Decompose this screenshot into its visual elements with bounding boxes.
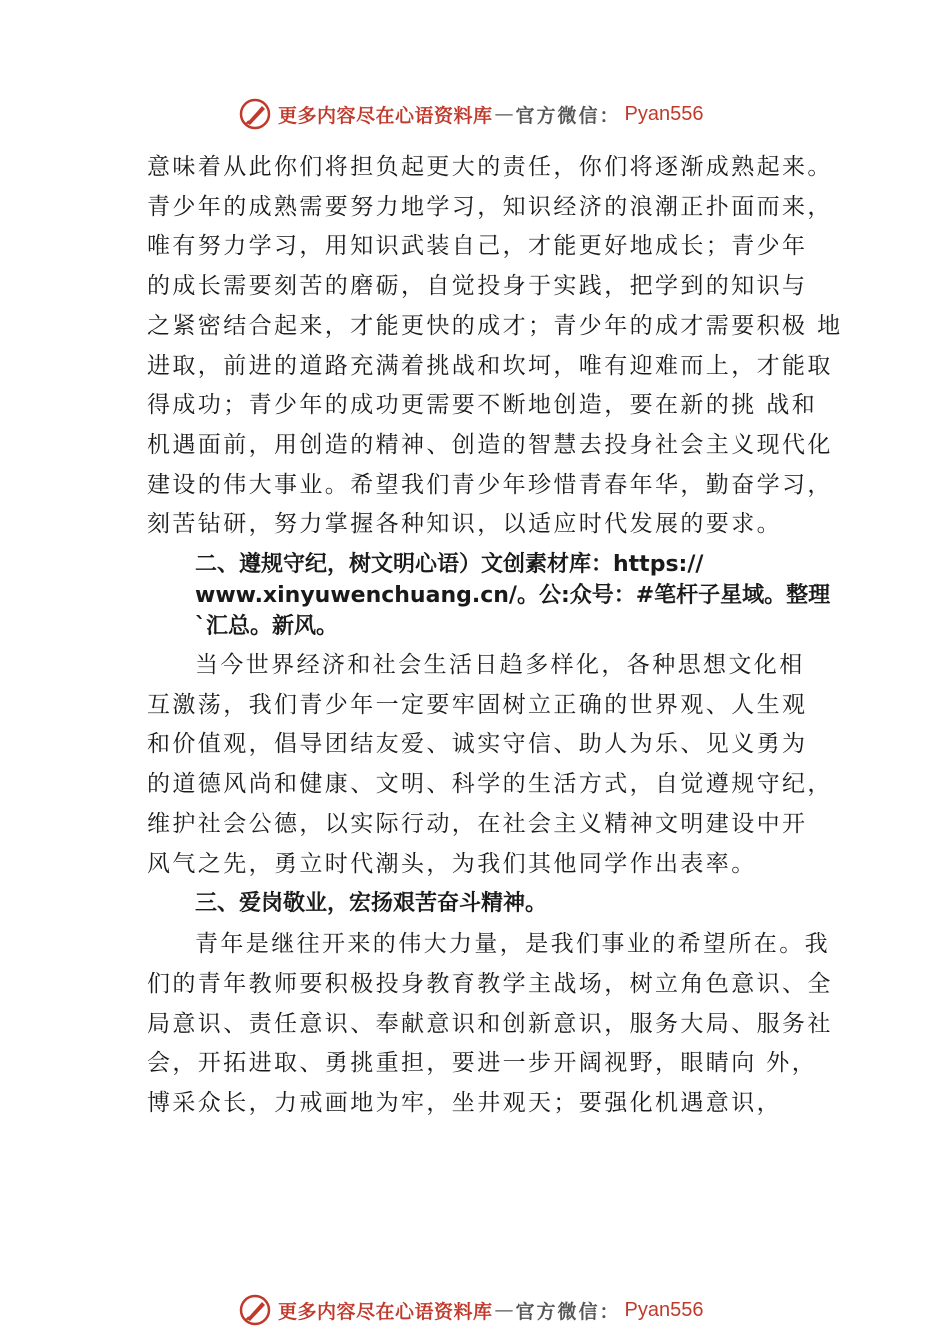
document-body [147,148,847,1124]
footer-banner [238,1292,738,1328]
quill-logo-icon [238,97,272,131]
section-heading-2: 二、遵规守纪，树文明心语）文创素材库：https:// www.xinyuwenchuang.cn/。公:众号：#笔杆子星域。整理 `汇总。新风。 [195,552,831,640]
banner-separator: — [494,103,514,125]
banner-wechat-label: 官方微信： [515,1300,621,1323]
banner-wechat-id: Pyan556 [624,102,704,125]
paragraph-3: 青年是继往开来的伟大力量，是我们事业的希望所在。我 们的青年教师要积极投身教育教学主战场，树立角色意识、全 局意识、责任意识、奉献意识和创新意识，服务大局、服务社 会，开拓进取、勇挑重担，要进一步开阔视野，眼睛向 外， 博采众长，力戒画地为牢，坐井观天；要强化机遇意识， [147,931,833,1117]
section-heading-3: 三、爱岗敬业，宏扬艰苦奋斗精神。 [195,891,548,917]
quill-logo-icon [238,1293,272,1327]
banner-separator: — [494,1299,514,1321]
header-banner [238,96,738,132]
banner-main-text: 更多内容尽在心语资料库 [278,1300,493,1323]
paragraph-2: 当今世界经济和社会生活日趋多样化，各种思想文化相 互激荡，我们青少年一定要牢固树立正确的世界观、人生观 和价值观，倡导团结友爱、诚实守信、助人为乐、见义勇为 的道德风尚和健康、文明、科学的生活方式，自觉遵规守纪， 维护社会公德，以实际行动，在社会主义精神文明建设中开 风气之先，勇立时代潮头，为我们其他同学作出表率。 [147,652,833,877]
banner-wechat-label: 官方微信： [515,104,621,127]
paragraph-1: 意味着从此你们将担负起更大的责任，你们将逐渐成熟起来。 青少年的成熟需要努力地学习，知识经济的浪潮正扑面而来， 唯有努力学习，用知识武装自己，才能更好地成长；青少年 的成长需要刻苦的磨砺，自觉投身于实践，把学到的知识与 之紧密结合起来，才能更快的成才；青少年的成才需要积极 地 进取，前进的道路充满着挑战和坎坷，唯有迎难而上，才能取 得成功；青少年的成功更需要不断地创造，要在新的挑 战和 机遇面前，用创造的精神、创造的智慧去投身社会主义现代化 建设的伟大事业。希望我们青少年珍惜青春年华，勤奋学习， 刻苦钻研，努力掌握各种知识，以适应时代发展的要求。 [147,154,843,538]
banner-wechat-id: Pyan556 [624,1298,704,1321]
banner-main-text: 更多内容尽在心语资料库 [278,104,493,127]
